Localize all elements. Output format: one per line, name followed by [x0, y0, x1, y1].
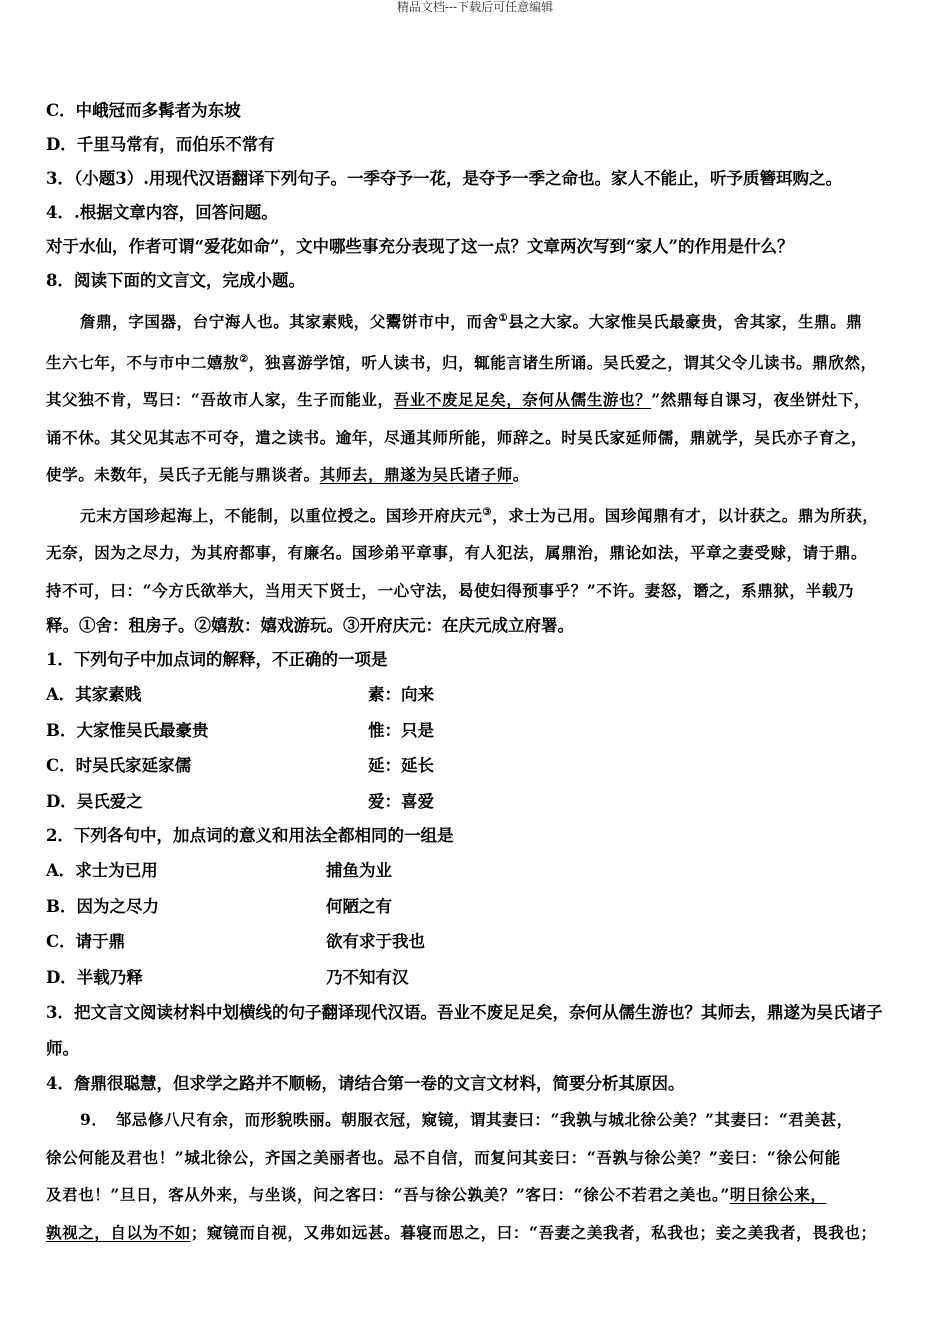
passage-8-line: 使学。未数年，吴氏子无能与鼎谈者。其师去，鼎遂为吴氏诸子师。 — [46, 465, 530, 485]
passage-8 — [46, 300, 908, 643]
underlined-sentence: 吾业不废足足矣，奈何从儒生游也？ — [393, 390, 652, 410]
underlined-sentence: 其师去，鼎遂为吴氏诸子师 — [319, 465, 513, 485]
question-4-line: 4．.根据文章内容，回答问题。 — [46, 203, 278, 222]
passage-8-line: 其父独不肯，骂曰：“吾故市人家，生子而能业，吾业不废足足矣，奈何从儒生游也？”然鼎每自课习，夜坐饼灶下， — [46, 390, 871, 410]
passage-9 — [46, 1101, 908, 1251]
document-body — [46, 94, 908, 1251]
passage-9-line: 孰视之，自以为不如；窥镜而自视，又弗如远甚。暮寝而思之，曰：“吾妻之美我者，私我也；妾之美我者，畏我也； — [46, 1222, 877, 1242]
option-c-line: C．中峨冠而多髯者为东坡 — [46, 101, 241, 120]
q1-option: C．时吴氏家延家儒 延：延长 — [46, 756, 434, 776]
q2-option: D．半载乃释 乃不知有汉 — [46, 967, 409, 987]
question-3-line: 3．（小题3）.用现代汉语翻译下列句子。一季夺予一花，是夺予一季之命也。家人不能止，听予质簪珥购之。 — [46, 169, 842, 188]
passage-9-line: 9． 邹忌修八尺有余，而形貌昳丽。朝服衣冠，窥镜，谓其妻曰：“我孰与城北徐公美？”其妻曰：“君美甚， — [80, 1110, 853, 1130]
q1-option: D．吴氏爱之 爱：喜爱 — [46, 791, 434, 811]
passage-8-line: 无奈，因为之尽力，为其府都事，有廉名。国珍弟平章事，有人犯法，属鼎治，鼎论如法，平章之妻受赇，请于鼎。 — [46, 543, 868, 563]
page-header: 精品文档---下载后可任意编辑 — [396, 0, 554, 14]
passage-9-line: 及君也！”旦日，客从外来，与坐谈，问之客曰：“吾与徐公孰美？”客曰：“徐公不若君之美也。”明日徐公来， — [46, 1185, 827, 1205]
q2-option: A．求士为已用 捕鱼为业 — [46, 861, 392, 881]
passage-8-line: 生六七年，不与市中二嬉敖②，独喜游学馆，听人读书，归，辄能言诸生所诵。吴氏爱之，谓其父令儿读书。鼎欣然， — [46, 352, 877, 372]
underlined-sentence: 孰视之，自以为不如 — [46, 1222, 191, 1242]
passage-8-line: 诵不休。其父见其志不可夺，遣之读书。逾年，尽通其师所能，师辞之。时吴氏家延师儒，鼎就学，吴氏亦子育之， — [46, 427, 868, 447]
passage-8-line: 詹鼎，字国器，台宁海人也。其家素贱，父鬻饼市中，而舍①县之大家。大家惟吴氏最豪贵，舍其家，生鼎。鼎 — [80, 312, 863, 332]
q3-line: 3．把文言文阅读材料中划横线的句子翻译现代汉语。吾业不废足足矣，奈何从儒生游也？其师去，鼎遂为吴氏诸子 — [46, 1003, 883, 1023]
passage-9-line: 徐公何能及君也！”城北徐公，齐国之美丽者也。忌不自信，而复问其妾曰：“吾孰与徐公美？”妾曰：“徐公何能 — [46, 1147, 841, 1167]
section-8-heading: 8．阅读下面的文言文，完成小题。 — [46, 271, 305, 290]
passage-8-line: 持不可，曰：“今方氏欲举大，当用天下贤士，一心守法，曷使妇得预事乎？”不许。妻怒，谮之，系鼎狱，半载乃 — [46, 580, 854, 600]
q2-option: C．请于鼎 欲有求于我也 — [46, 932, 425, 952]
q3-line: 师。 — [46, 1039, 79, 1059]
underlined-sentence: 明日徐公来， — [729, 1185, 827, 1205]
option-d-line: D．千里马常有，而伯乐不常有 — [46, 135, 275, 154]
q1-stem: 1．下列句子中加点词的解释，不正确的一项是 — [46, 650, 388, 670]
q2-option: B．因为之尽力 何陋之有 — [46, 896, 392, 916]
question-4-text: 对于水仙，作者可谓“爱花如命”，文中哪些事充分表现了这一点？文章两次写到“家人”的作用是什么？ — [46, 237, 794, 256]
q1-option: B．大家惟吴氏最豪贵 惟：只是 — [46, 720, 434, 740]
passage-8-notes: 释。①舍：租房子。②嬉敖：嬉戏游玩。③开府庆元：在庆元成立府署。 — [46, 616, 574, 636]
q1-option: A．其家素贱 素：向来 — [46, 685, 434, 705]
q4-line: 4．詹鼎很聪慧，但求学之路并不顺畅，请结合第一卷的文言文材料，简要分析其原因。 — [46, 1074, 685, 1094]
q2-stem: 2．下列各句中，加点词的意义和用法全都相同的一组是 — [46, 826, 454, 846]
passage-8-line: 元末方国珍起海上，不能制，以重位授之。国珍开府庆元③，求士为己用。国珍闻鼎有才，以计获之。鼎为所获， — [80, 505, 879, 525]
